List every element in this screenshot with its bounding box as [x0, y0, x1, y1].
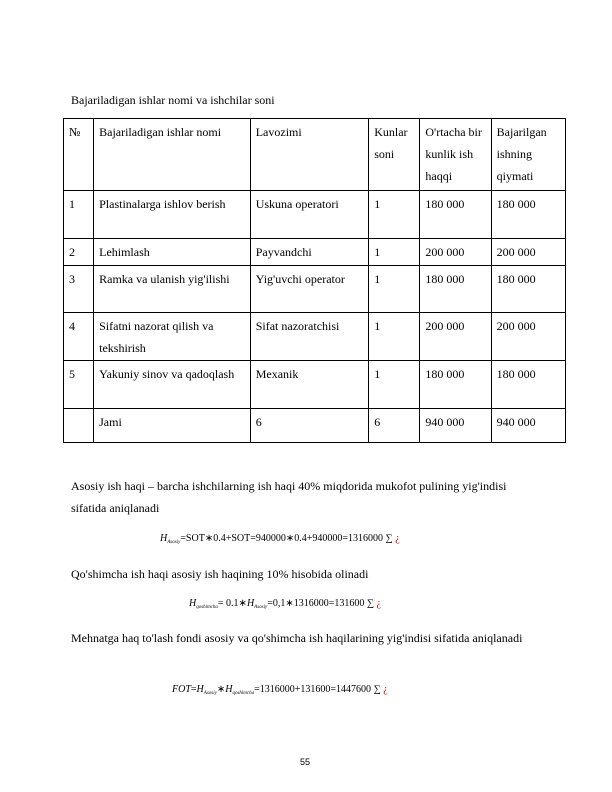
table-cell: 940 000 [420, 409, 491, 443]
table-cell: 2 [64, 239, 94, 266]
sum-icon: ∑ [373, 684, 381, 695]
table-cell: 180 000 [420, 361, 491, 409]
formula-subscript: Asosiy [203, 691, 217, 696]
formula-marker: ¿ [376, 598, 381, 609]
table-cell: Yakuniy sinov va qadoqlash [94, 361, 251, 409]
formula-subscript: qoshimcha [196, 605, 218, 610]
formula-symbol: H [160, 533, 168, 544]
work-table [63, 118, 566, 443]
formula-symbol: H [196, 684, 204, 695]
table-row [64, 191, 566, 239]
table-cell: 1 [369, 313, 420, 361]
table-row [64, 361, 566, 409]
page-number: 55 [300, 757, 311, 767]
formula-symbol: H [246, 598, 255, 609]
table-cell: 940 000 [491, 409, 565, 443]
header-cell: Bajariladigan ishlar nomi [94, 119, 251, 191]
table-total-row [64, 409, 566, 443]
table-cell: 1 [369, 266, 420, 313]
header-cell: Bajarilgan ishning qiymati [491, 119, 565, 191]
sum-icon: ∑ [385, 533, 393, 544]
table-cell: 1 [369, 239, 420, 266]
table-cell: 180 000 [420, 191, 491, 239]
table-cell: 4 [64, 313, 94, 361]
header-cell: № [64, 119, 94, 191]
formula-symbol: H [189, 598, 197, 609]
formula-additional-salary [189, 598, 381, 610]
formula-expression: ∗ [216, 684, 226, 695]
formula-expression: = 0.1∗ [217, 598, 247, 609]
formula-subscript: Asosiy [254, 605, 268, 610]
table-cell [64, 409, 94, 443]
table-cell: 3 [64, 266, 94, 313]
table-cell: 1 [64, 191, 94, 239]
formula-expression: =SOT∗0.4+SOT=940000∗0.4+940000=1316000 [180, 533, 384, 544]
table-cell: Uskuna operatori [250, 191, 368, 239]
sum-icon: ∑ [366, 598, 375, 609]
table-caption: Bajariladigan ishlar nomi va ishchilar soni [71, 93, 275, 107]
header-cell: Lavozimi [250, 119, 368, 191]
table-cell: 180 000 [420, 266, 491, 313]
table-cell: 6 [250, 409, 368, 443]
formula-basic-salary [160, 533, 400, 545]
formula-subscript: qoshimcha [232, 691, 255, 696]
table-cell: 200 000 [420, 239, 491, 266]
table-header-row [64, 119, 566, 191]
header-cell: Kunlar soni [369, 119, 420, 191]
table-cell: Yig'uvchi operator [250, 266, 368, 313]
formula-symbol: H [225, 684, 233, 695]
table-cell: 180 000 [491, 191, 565, 239]
table-cell: 200 000 [491, 239, 565, 266]
table-cell: 180 000 [491, 266, 565, 313]
table-cell: Sifat nazoratchisi [250, 313, 368, 361]
paragraph-basic-salary: Asosiy ish haqi – barcha ishchilarning ish haqi 40% miqdorida mukofot pulining yig'indisi sifatida aniqlanadi [71, 479, 507, 515]
header-cell: O'rtacha bir kunlik ish haqqi [420, 119, 491, 191]
formula-symbol: FOT [172, 684, 191, 695]
table-cell: Jami [94, 409, 251, 443]
formula-expression: =1316000+131600=1447600 [254, 684, 372, 695]
table-cell: 5 [64, 361, 94, 409]
table-cell: 1 [369, 361, 420, 409]
table-cell: Ramka va ulanish yig'ilishi [94, 266, 251, 313]
paragraph-payroll-fund: Mehnatga haq to'lash fondi asosiy va qo'shimcha ish haqilarining yig'indisi sifatida aniqlanadi [71, 631, 523, 645]
formula-expression: =0,1∗1316000=131600 [267, 598, 365, 609]
table-row [64, 266, 566, 313]
formula-payroll-fund [172, 684, 388, 696]
table-row [64, 313, 566, 361]
table-cell: 180 000 [491, 361, 565, 409]
formula-marker: ¿ [395, 533, 400, 544]
formula-expression: = [190, 684, 197, 695]
table-cell: 200 000 [491, 313, 565, 361]
table-cell: Plastinalarga ishlov berish [94, 191, 251, 239]
table-cell: 6 [369, 409, 420, 443]
table-row [64, 239, 566, 266]
table-cell: 1 [369, 191, 420, 239]
table-cell: 200 000 [420, 313, 491, 361]
table-cell: Payvandchi [250, 239, 368, 266]
table-cell: Sifatni nazorat qilish va tekshirish [94, 313, 251, 361]
formula-marker: ¿ [383, 684, 388, 695]
formula-subscript: Asosiy [167, 540, 181, 545]
table-cell: Lehimlash [94, 239, 251, 266]
paragraph-additional-salary: Qo'shimcha ish haqi asosiy ish haqining 10% hisobida olinadi [71, 567, 369, 581]
table-cell: Mexanik [250, 361, 368, 409]
